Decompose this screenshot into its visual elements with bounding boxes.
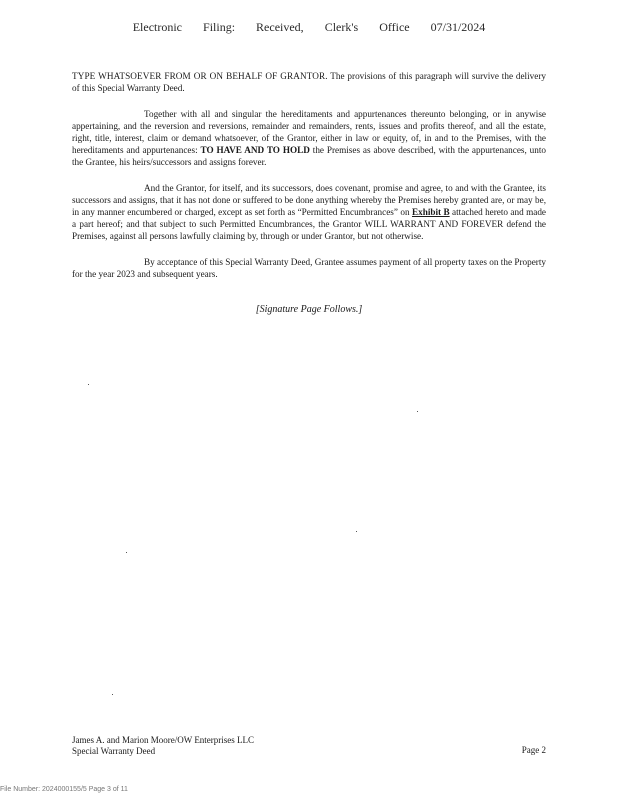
scan-speck: [417, 411, 418, 412]
paragraph-grantor-provisions: [72, 70, 546, 94]
filing-header: [0, 20, 618, 35]
scan-speck: [112, 694, 113, 695]
paragraph-text: attached hereto and made a part hereof; and that subject to such Permitted Encumbrances, the Grantor WILL WARRANT AND FOREVER defend the Premises, against all persons lawfully claiming by, through or under Grantor, but not otherwise.: [72, 207, 547, 241]
filing-header-word: Office: [379, 20, 410, 34]
filing-header-word: Clerk's: [324, 20, 359, 34]
footer-doc-title: Special Warranty Deed: [72, 746, 156, 756]
filing-header-word: Filing:: [203, 20, 236, 34]
scan-speck: [88, 384, 89, 385]
paragraph-habendum: [72, 108, 546, 168]
page-number: Page 2: [521, 745, 546, 755]
filing-header-date: 07/31/2024: [430, 20, 486, 34]
paragraph-taxes: [72, 256, 546, 280]
exhibit-reference: Exhibit B: [411, 207, 450, 217]
footer-parties: James A. and Marion Moore/OW Enterprises LLC: [72, 735, 255, 745]
scan-speck: [126, 552, 127, 553]
paragraph-text: Together with all and singular the hereditaments and appurtenances thereunto belonging, or in anywise appertaining, and the reversion and reversions, remainder and remainders, rents, issues and profits thereof, and all the estate, right, title, interest, claim or demand whatsoever, of the Grantor, either in law or equity, of, in and to the Premises, with the hereditaments and appurtenances:: [72, 109, 546, 155]
deed-body: [72, 70, 546, 316]
paragraph-text: And the Grantor, for itself, and its successors, does covenant, promise and agree, to and with the Grantee, its successors and assigns, that it has not done or suffered to be done anything whereby the Premises hereby granted are, or may be, in any manner encumbered or charged, except as set forth as “Permitted Encumbrances” on: [72, 183, 546, 217]
filing-header-word: Electronic: [132, 20, 183, 34]
signature-page-note: [Signature Page Follows.]: [255, 304, 363, 315]
paragraph-text: The provisions of this paragraph will survive the delivery of this Special Warranty Deed.: [72, 71, 546, 93]
filing-header-word: Received,: [256, 20, 304, 34]
file-number-stamp: File Number: 2024000155/5 Page 3 of 11: [0, 786, 128, 793]
paragraph-text: the Premises as above described, with the appurtenances, unto the Grantee, his heirs/successors and assigns forever.: [72, 145, 546, 167]
document-footer: [72, 735, 254, 757]
paragraph-warranty: [72, 182, 546, 242]
bold-text: TO HAVE AND TO HOLD: [200, 145, 310, 155]
caps-text: TYPE WHATSOEVER FROM OR ON BEHALF OF GRANTOR.: [72, 71, 328, 81]
scan-speck: [356, 531, 357, 532]
paragraph-text: By acceptance of this Special Warranty Deed, Grantee assumes payment of all property taxes on the Property for the year 2023 and subsequent years.: [72, 257, 546, 279]
